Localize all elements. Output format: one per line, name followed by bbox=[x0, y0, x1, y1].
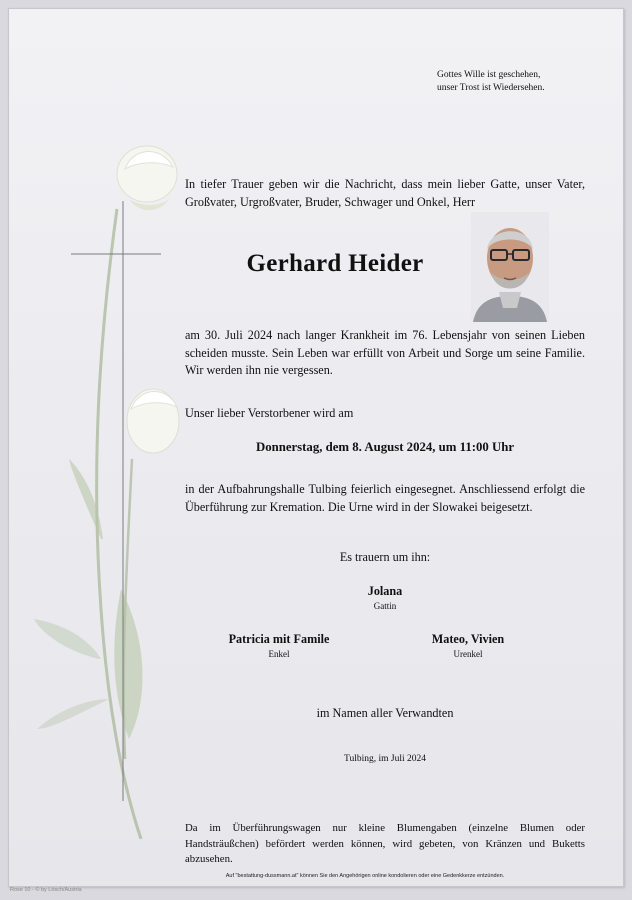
online-condolence-note: Auf "bestattung-dussmann.at" können Sie den Angehörigen online kondolieren oder eine Gedenkkerze entzünden. bbox=[225, 873, 505, 879]
relatives-line: im Namen aller Verwandten bbox=[316, 706, 454, 720]
cross-icon bbox=[71, 201, 161, 801]
mourner-name: Patricia mit Famile bbox=[228, 632, 330, 646]
image-credit: Rose 10 - © by Lösch/Austria bbox=[10, 887, 82, 893]
mourner-name: Jolana bbox=[367, 584, 403, 598]
mourner-relation: Gattin bbox=[373, 601, 397, 611]
deceased-name: Gerhard Heider bbox=[246, 250, 424, 277]
mourner-relation: Urenkel bbox=[453, 649, 483, 659]
mourner-name: Mateo, Vivien bbox=[431, 632, 505, 646]
mourner bbox=[285, 584, 485, 611]
deceased-portrait bbox=[471, 212, 549, 322]
funeral-announcement: Unser lieber Verstorbener wird am bbox=[185, 406, 354, 420]
mourner bbox=[179, 632, 379, 659]
death-notice-text: am 30. Juli 2024 nach langer Krankheit im 76. Lebensjahr von seinen Lieben scheiden musste. Sein Leben war erfüllt von Arbeit und Sorge um seine Familie. Wir werden ihn nie vergessen. bbox=[185, 328, 585, 377]
flowers-note: Da im Überführungswagen nur kleine Blumengaben (einzelne Blumen oder Handsträußchen) befördert werden können, wird gebeten, von Kränzen und Buketts abzusehen. bbox=[185, 822, 585, 865]
obituary-page bbox=[8, 8, 624, 887]
ceremony-date: Donnerstag, dem 8. August 2024, um 11:00 Uhr bbox=[255, 440, 515, 454]
place-and-date: Tulbing, im Juli 2024 bbox=[343, 754, 426, 764]
intro-text: In tiefer Trauer geben wir die Nachricht, dass mein lieber Gatte, unser Vater, Großvater, Urgroßvater, Bruder, Schwager und Onkel, Herr bbox=[185, 177, 585, 209]
mourner-relation: Enkel bbox=[268, 649, 290, 659]
mourner bbox=[368, 632, 568, 659]
motto bbox=[437, 69, 545, 95]
motto-line-2: unser Trost ist Wiedersehen. bbox=[437, 83, 545, 93]
motto-line-1: Gottes Wille ist geschehen, bbox=[437, 70, 541, 80]
ceremony-text: in der Aufbahrungshalle Tulbing feierlich eingesegnet. Anschliessend erfolgt die Überführung zur Kremation. Die Urne wird in der Slowakei beigesetzt. bbox=[185, 482, 585, 514]
mourners-heading: Es trauern um ihn: bbox=[339, 550, 431, 564]
